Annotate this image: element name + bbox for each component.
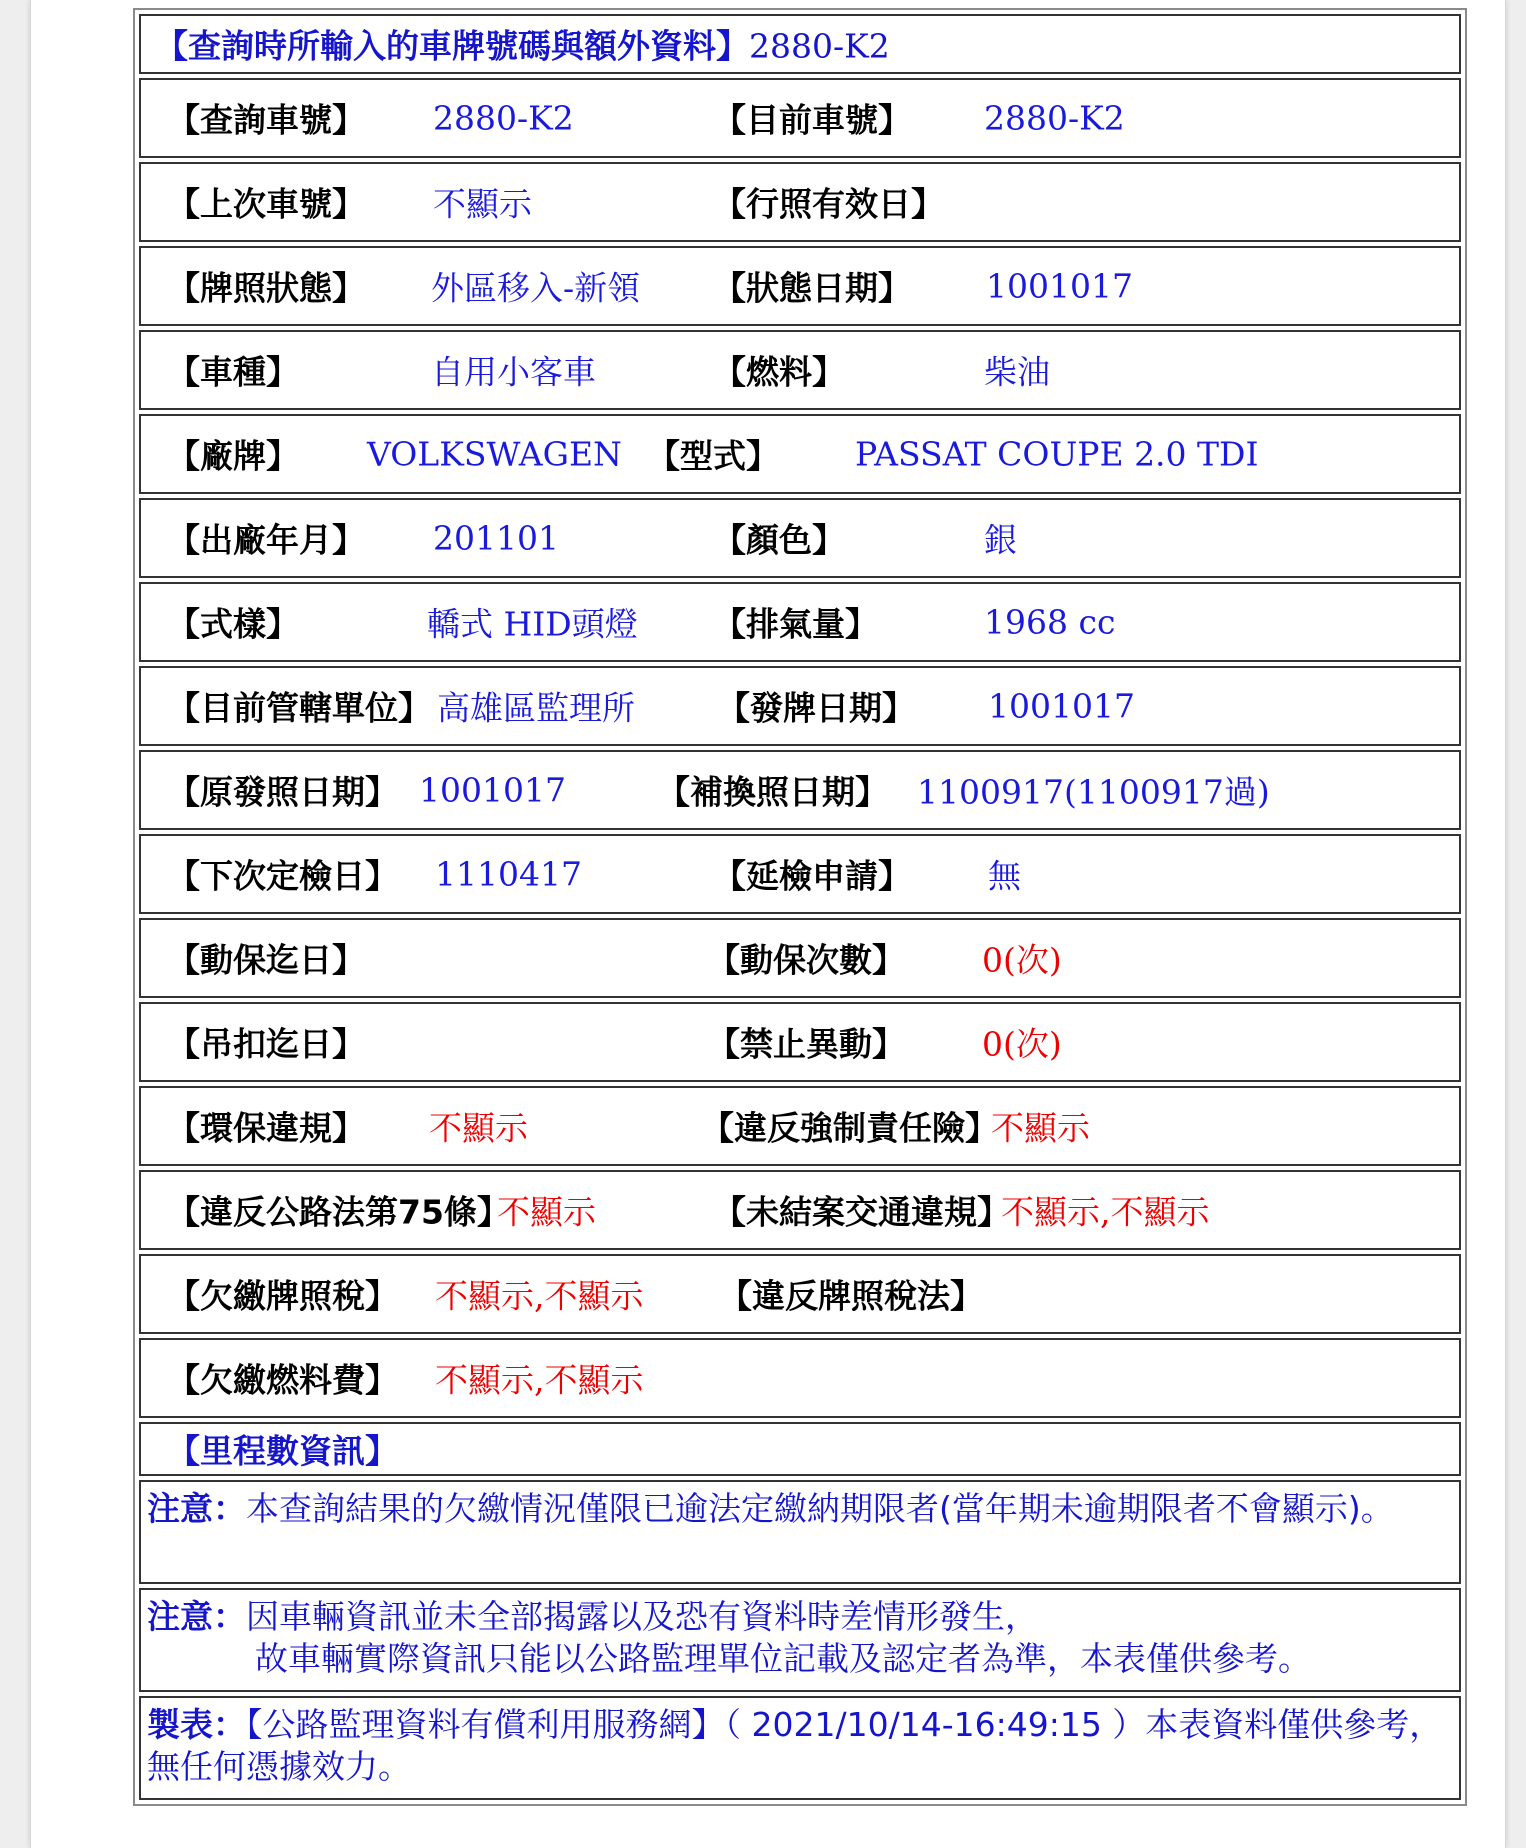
label-fuel: 【燃料】 xyxy=(713,352,845,392)
label-inspection-deferral: 【延檢申請】 xyxy=(713,856,911,896)
value-highway-law-75: 不顯示 xyxy=(497,1192,596,1232)
value-unpaid-license-tax: 不顯示,不顯示 xyxy=(435,1276,644,1316)
row-maker xyxy=(139,1696,1461,1800)
value-insurance-violation: 不顯示 xyxy=(991,1108,1090,1148)
value-transfer-ban: 0(次) xyxy=(982,1024,1062,1064)
label-color: 【顏色】 xyxy=(713,520,845,560)
query-title-label: 【查詢時所輸入的車牌號碼與額外資料】 xyxy=(155,26,749,66)
row-mileage xyxy=(139,1422,1461,1476)
row-highway-law xyxy=(139,1170,1461,1250)
row-manufacture-date xyxy=(139,498,1461,578)
value-issue-date: 1001017 xyxy=(988,686,1135,726)
note-disclaimer xyxy=(147,1596,1449,1680)
value-previous-plate: 不顯示 xyxy=(433,184,532,224)
value-manufacture-date: 201101 xyxy=(433,518,559,558)
label-original-issue-date: 【原發照日期】 xyxy=(167,772,398,812)
note-arrears-label: 注意： xyxy=(147,1489,246,1528)
row-fuel-fee xyxy=(139,1338,1461,1418)
value-fuel: 柴油 xyxy=(984,352,1050,392)
query-title xyxy=(155,21,890,68)
page-background xyxy=(30,0,1506,1848)
mileage-info-heading: 【里程數資訊】 xyxy=(167,1431,398,1471)
row-vehicle-type xyxy=(139,330,1461,410)
value-env-violation: 不顯示 xyxy=(429,1108,528,1148)
value-unpaid-fuel-fee: 不顯示,不顯示 xyxy=(435,1360,644,1400)
value-jurisdiction: 高雄區監理所 xyxy=(437,688,635,728)
value-reissue-date: 1100917(1100917過) xyxy=(917,772,1270,812)
value-current-plate: 2880-K2 xyxy=(984,98,1125,138)
row-env-violation xyxy=(139,1086,1461,1166)
value-vehicle-type: 自用小客車 xyxy=(431,352,596,392)
value-displacement: 1968 cc xyxy=(984,602,1116,642)
label-issue-date: 【發牌日期】 xyxy=(717,688,915,728)
row-query-plate xyxy=(139,78,1461,158)
label-mortgage-count: 【動保次數】 xyxy=(707,940,905,980)
label-highway-law-75: 【違反公路法第75條】 xyxy=(167,1192,510,1232)
label-body-style: 【式樣】 xyxy=(167,604,299,644)
row-license-tax xyxy=(139,1254,1461,1334)
row-previous-plate xyxy=(139,162,1461,242)
label-current-plate: 【目前車號】 xyxy=(713,100,911,140)
note-arrears xyxy=(147,1488,1449,1530)
row-note-arrears xyxy=(139,1480,1461,1584)
value-color: 銀 xyxy=(984,520,1017,560)
label-suspension-end-date: 【吊扣迄日】 xyxy=(167,1024,365,1064)
label-open-traffic-violations: 【未結案交通違規】 xyxy=(713,1192,1010,1232)
row-next-inspection xyxy=(139,834,1461,914)
row-suspension xyxy=(139,1002,1461,1082)
value-brand: VOLKSWAGEN xyxy=(367,434,622,474)
note-disclaimer-line2: 故車輛實際資訊只能以公路監理單位記載及認定者為準，本表僅供參考。 xyxy=(255,1639,1311,1678)
row-plate-status xyxy=(139,246,1461,326)
value-inspection-deferral: 無 xyxy=(988,856,1021,896)
label-vehicle-type: 【車種】 xyxy=(167,352,299,392)
row-note-disclaimer xyxy=(139,1588,1461,1692)
label-env-violation: 【環保違規】 xyxy=(167,1108,365,1148)
label-transfer-ban: 【禁止異動】 xyxy=(707,1024,905,1064)
label-plate-status: 【牌照狀態】 xyxy=(167,268,365,308)
note-maker-text: 【公路監理資料有償利用服務網】（ 2021/10/14-16:49:15 ）本表資料僅供參考，無任何憑據效力。 xyxy=(147,1705,1443,1786)
label-reissue-date: 【補換照日期】 xyxy=(657,772,888,812)
value-body-style: 轎式 HID頭燈 xyxy=(427,604,638,644)
label-displacement: 【排氣量】 xyxy=(713,604,878,644)
label-model: 【型式】 xyxy=(647,436,779,476)
label-manufacture-date: 【出廠年月】 xyxy=(167,520,365,560)
value-next-inspection: 1110417 xyxy=(435,854,582,894)
value-plate-status: 外區移入-新領 xyxy=(431,268,641,308)
label-unpaid-license-tax: 【欠繳牌照稅】 xyxy=(167,1276,398,1316)
value-open-traffic-violations: 不顯示,不顯示 xyxy=(1001,1192,1210,1232)
label-next-inspection: 【下次定檢日】 xyxy=(167,856,398,896)
query-title-plate: 2880-K2 xyxy=(749,26,890,66)
note-maker-label: 製表： xyxy=(147,1705,246,1744)
label-unpaid-fuel-fee: 【欠繳燃料費】 xyxy=(167,1360,398,1400)
label-jurisdiction: 【目前管轄單位】 xyxy=(167,688,431,728)
label-previous-plate: 【上次車號】 xyxy=(167,184,365,224)
label-insurance-violation: 【違反強制責任險】 xyxy=(701,1108,998,1148)
note-arrears-text: 本查詢結果的欠繳情況僅限已逾法定繳納期限者(當年期未逾期限者不會顯示)。 xyxy=(246,1489,1394,1528)
label-query-plate: 【查詢車號】 xyxy=(167,100,365,140)
value-mortgage-count: 0(次) xyxy=(982,940,1062,980)
row-original-issue xyxy=(139,750,1461,830)
row-jurisdiction xyxy=(139,666,1461,746)
note-disclaimer-label: 注意： xyxy=(147,1597,246,1636)
row-brand xyxy=(139,414,1461,494)
label-mortgage-end-date: 【動保迄日】 xyxy=(167,940,365,980)
value-model: PASSAT COUPE 2.0 TDI xyxy=(855,434,1259,474)
note-maker xyxy=(147,1704,1449,1788)
label-license-valid-date: 【行照有效日】 xyxy=(713,184,944,224)
value-original-issue-date: 1001017 xyxy=(419,770,566,810)
label-status-date: 【狀態日期】 xyxy=(713,268,911,308)
row-chattel-mortgage xyxy=(139,918,1461,998)
query-title-row xyxy=(139,14,1461,74)
value-query-plate: 2880-K2 xyxy=(433,98,574,138)
note-disclaimer-line1: 因車輛資訊並未全部揭露以及恐有資料時差情形發生， xyxy=(246,1597,1038,1636)
vehicle-report-table xyxy=(133,8,1467,1806)
label-license-tax-violation: 【違反牌照稅法】 xyxy=(719,1276,983,1316)
row-body-style xyxy=(139,582,1461,662)
label-brand: 【廠牌】 xyxy=(167,436,299,476)
value-status-date: 1001017 xyxy=(986,266,1133,306)
